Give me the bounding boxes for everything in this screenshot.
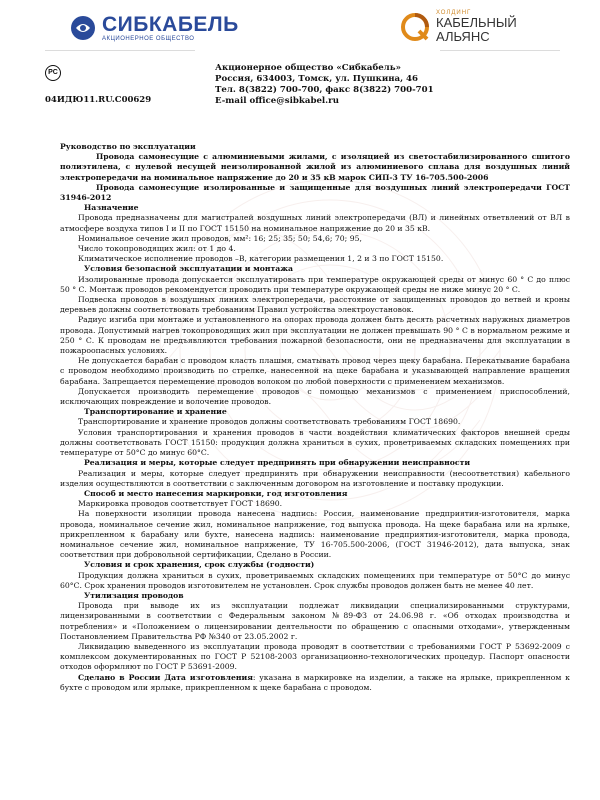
section-heading-purpose: Назначение (84, 203, 139, 213)
section-heading-disposal: Утилизация проводов (84, 590, 184, 600)
kabelny-alyans-logo (400, 10, 517, 44)
company-details (215, 63, 434, 107)
section-heading-storage: Условия и срок хранения, срок службы (годности) (84, 560, 315, 570)
storage-paragraph: Продукция должна храниться в сухих, проветриваемых складских помещениях при температуре от 50°С до минус 60°С. Срок хранения проводов изготовителем не установлен. Срок службы проводов должен быть не менее 40 лет. (60, 570, 570, 590)
company-phone: Тел. 8(3822) 700-700, факс 8(3822) 700-701 (215, 85, 434, 95)
sibkabel-name: СИБКАБЕЛЬ (102, 13, 239, 36)
intro-paragraph-2: Провода самонесущие изолированные и защищенные для воздушных линий электропередачи ГОСТ 31946-2012 (60, 182, 570, 203)
section-heading-realization: Реализация и меры, которые следует предпринять при обнаружении неисправности (84, 458, 471, 468)
safety-paragraph-5: Допускается производить перемещение проводов с помощью механизмов с применением приспособлений, исключающих повреждение и волочение проводов. (60, 386, 570, 407)
purpose-paragraph-4: Климатическое исполнение проводов –В, категории размещения 1, 2 и 3 по ГОСТ 15150. (78, 254, 444, 264)
header-divider-right (440, 50, 560, 51)
kabelny-alyans-emblem-icon (400, 12, 430, 42)
header-divider-left (45, 50, 195, 51)
transport-paragraph-1: Транспортирование и хранение проводов должны соответствовать требованиям ГОСТ 18690. (78, 417, 461, 427)
holding-label: ХОЛДИНГ (436, 10, 472, 16)
company-email: E-mail office@sibkabel.ru (215, 96, 339, 106)
made-in-russia-paragraph (60, 673, 570, 693)
document-title: Руководство по эксплуатации (60, 142, 196, 151)
company-name: Акционерное общество «Сибкабель» (215, 63, 401, 73)
safety-paragraph-3: Радиус изгиба при монтаже и установленного на опорах провода должен быть десять расчетных наружных диаметров провода. Допустимый нагрев токопроводящих жил при эксплуатации не должен превышать 90 ° С в нормальном режиме и 250 ° С. К проводам не предъявляются требования пожарной безопасности, они не предназначены для эксплуатации в пожароопасных условиях. (60, 315, 570, 356)
alyans-label: АЛЬЯНС (436, 29, 490, 44)
made-in-russia-text: : указана в маркировке на изделии, а также на ярлыке, прикрепленном к бухте с проводом или ярлыке, прикрепленном к щеке барабана с проводом. (60, 672, 570, 692)
disposal-paragraph-2: Ликвидацию выведенного из эксплуатации провода проводят в соответствии с требованиями ГОСТ Р 53692-2009 с комплексом документированных по ГОСТ Р 52108-2003 организационно-технологических процедур. Паспорт опасности отходов оформляют по ГОСТ Р 53691-2009. (60, 641, 570, 672)
disposal-paragraph-1: Провода при выводе их из эксплуатации подлежат ликвидации специализированными структурами, лицензированными в соответствии с Федеральным законом №89-ФЗ от 24.06.98 г. «Об отходах производства и потребления» и «Положением о лицензировании деятельности по обращению с опасными отходами», утвержденным Постановлением Правительства РФ №340 от 23.05.2002 г. (60, 601, 570, 641)
certification-mark-icon: PC (45, 65, 61, 81)
section-heading-safety: Условия безопасной эксплуатации и монтажа (84, 264, 294, 274)
certificate-code: 04ИДЮ11.RU.C00629 (45, 95, 152, 105)
sibkabel-subtitle: АКЦИОНЕРНОЕ ОБЩЕСТВО (102, 36, 195, 42)
purpose-paragraph-3: Число токопроводящих жил: от 1 до 4. (78, 244, 236, 254)
sibkabel-logo (70, 14, 239, 42)
safety-paragraph-4: Не допускается барабан с проводом класть плашмя, сматывать провод через щеку барабана. Перекатывание барабана с проводом необходимо производить по стрелке, нанесенной на щеке барабана и указывающей направление вращения барабана. Запрещается перемещение проводов волоком по любой поверхности с применением механизмов. (60, 356, 570, 386)
marking-paragraph-2: На поверхности изоляции провода нанесена надпись: Россия, наименование предприятия-изготовителя, марка провода, номинальное сечение жил, номинальное напряжение, год выпуска провода. На щеке барабана или на ярлыке, прикрепленном к барабану или бухте, нанесена надпись: наименование предприятия-изготовителя, марка провода, номинальное сечение жил, номинальное напряжение, ТУ 16-705.500-2006, (ГОСТ 31946-2012), дата выпуска, знак соответствия при добровольной сертификации, Сделано в России. (60, 509, 570, 560)
made-in-russia-label: Сделано в России Дата изготовления (78, 672, 253, 682)
purpose-paragraph-2: Номинальное сечение жил проводов, мм²: 16; 25; 35; 50; 54,6; 70; 95, (78, 233, 362, 243)
safety-paragraph-1: Изолированные провода допускается эксплуатировать при температуре окружающей среды от минус 60 ° С до плюс 50 ° С. Монтаж проводов рекомендуется проводить при температуре окружающей среды не ниже минус 20 ° С. (60, 274, 570, 294)
section-heading-marking: Способ и место нанесения маркировки, год изготовления (84, 488, 348, 498)
company-address: Россия, 634003, Томск, ул. Пушкина, 46 (215, 74, 419, 84)
sibkabel-emblem-icon (70, 15, 96, 41)
transport-paragraph-2: Условия транспортирования и хранения проводов в части воздействия климатических факторов внешней среды должны соответствовать ГОСТ 15150: продукция должна храниться в сухих, проветриваемых складских помещениях при температуре от 50°С до минус 60°С. (60, 427, 570, 458)
purpose-paragraph-1: Провода предназначены для магистралей воздушных линий электропередачи (ВЛ) и линейных ответвлений от ВЛ в атмосфере воздуха типов I и II по ГОСТ 15150 на номинальное напряжение до 20 и 35 кВ. (60, 213, 570, 233)
kabelny-label: КАБЕЛЬНЫЙ (436, 15, 517, 30)
intro-paragraph-1: Провода самонесущие с алюминиевыми жилами, с изоляцией из светостабилизированного сшитого полиэтилена, с нулевой несущей неизолированной жилой из алюминиевого сплава для воздушных линий электропередачи на номинальное напряжение до 20 и 35 кВ марок СИП-3 ТУ 16-705.500-2006 (60, 152, 570, 182)
manual-body (60, 142, 570, 693)
marking-paragraph-1: Маркировка проводов соответствует ГОСТ 18690. (78, 499, 283, 509)
realization-paragraph: Реализация и меры, которые следует предпринять при обнаружении неисправности (несоответствия) кабельного изделия осуществляются в соответствии с заключенным договором на изготовление и поставку продукции. (60, 468, 570, 488)
safety-paragraph-2: Подвеска проводов в воздушных линиях электропередачи, расстояние от защищенных проводов до ветвей и кроны деревьев должны соответствовать требованиям Правил устройства электроустановок. (60, 295, 570, 315)
section-heading-transport: Транспортирование и хранение (84, 407, 227, 417)
